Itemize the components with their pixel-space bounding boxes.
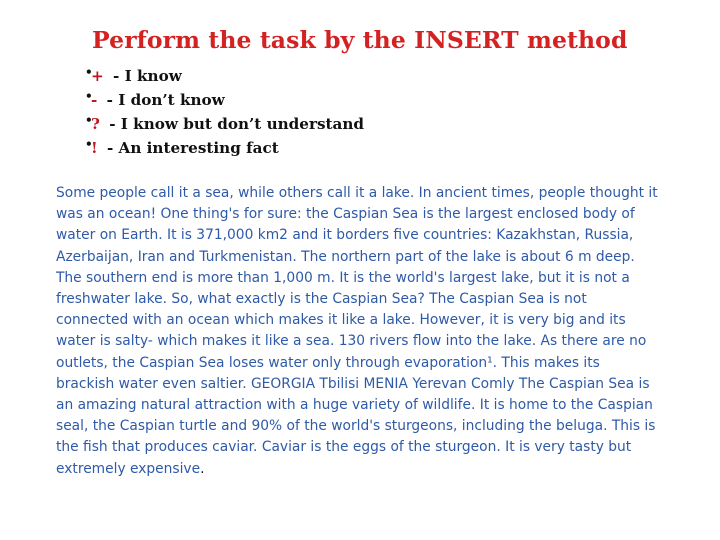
passage-text: Some people call it a sea, while others call it a lake. In ancient times, people thought it was an ocean! One thing's for sure: the Caspian Sea is the largest enclosed body of water on Earth. It is 371,000 km2 and it borders five countries: Kazakhstan, Russia, Azerbaijan, Iran and Turkmenistan. The northern part of the lake is about 6 m deep. The southern end is more than 1,000 m. It is the world's largest lake, but it is not a freshwater lake. So, what exactly is the Caspian Sea? The Caspian Sea is not connected with an ocean which makes it like a lake. However, it is very big and its water is salty- which makes it like a sea. 130 rivers flow into the lake. As there are no outlets, the Caspian Sea loses water only through evaporation¹. This makes its brackish water even saltier. GEORGIA Tbilisi MENIA Yerevan Comly The Caspian Sea is an amazing natural attraction with a huge variety of wildlife. It is home to the Caspian seal, the Caspian turtle and 90% of the world's sturgeons, including the beluga. This is the fish that produces caviar. Caviar is the eggs of the sturgeon. It is very tasty but extremely expensive — [56, 185, 658, 477]
passage-end-mark: . — [200, 460, 205, 477]
legend-label: - An interesting fact — [101, 139, 279, 157]
legend-symbol: + — [91, 67, 104, 85]
bullet-icon: • — [85, 137, 93, 151]
legend-item-dont-understand — [85, 112, 364, 136]
legend-item-know — [85, 64, 364, 88]
bullet-icon: • — [85, 89, 93, 103]
legend-label: - I know — [107, 67, 182, 85]
legend-item-dont-know — [85, 88, 364, 112]
legend-symbol: ? — [91, 115, 100, 133]
legend-symbol: - — [91, 91, 98, 109]
reading-passage — [56, 183, 662, 480]
legend-item-interesting-fact — [85, 136, 364, 160]
insert-legend — [85, 64, 364, 160]
page-title: Perform the task by the INSERT method — [92, 26, 628, 54]
legend-symbol: ! — [91, 139, 98, 157]
legend-label: - I don’t know — [101, 91, 225, 109]
bullet-icon: • — [85, 113, 93, 127]
legend-label: - I know but don’t understand — [103, 115, 365, 133]
bullet-icon: • — [85, 65, 93, 79]
